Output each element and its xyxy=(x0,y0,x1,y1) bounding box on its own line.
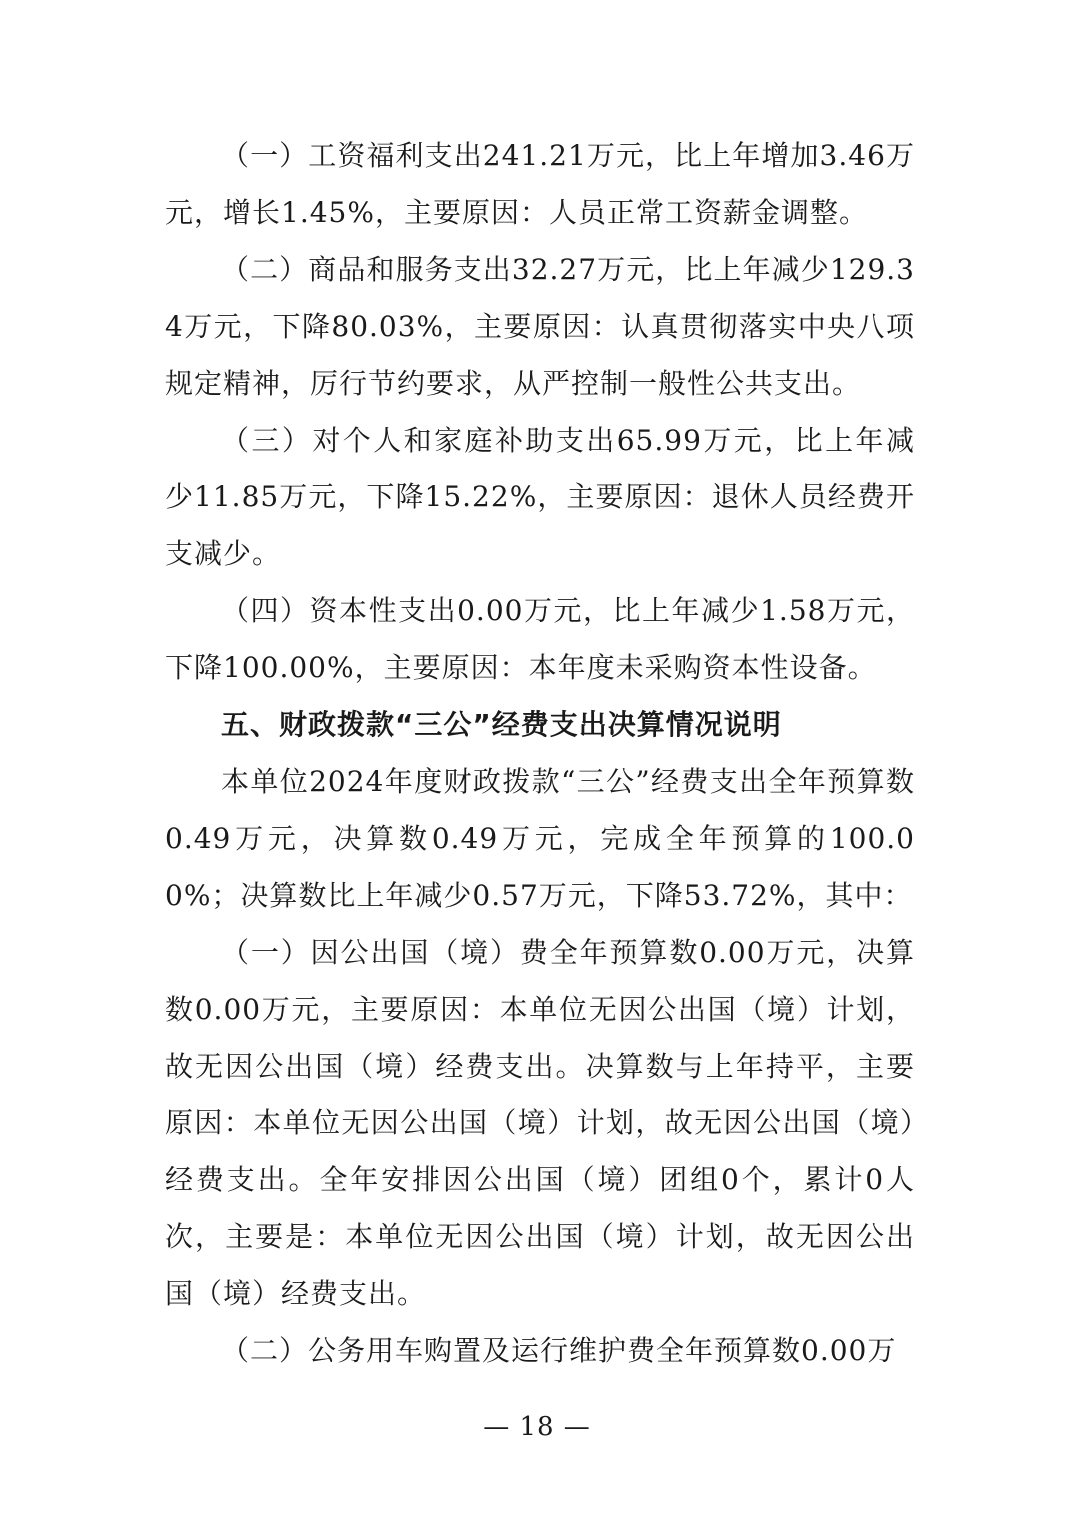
paragraph-three-public-summary: 本单位2024年度财政拨款“三公”经费支出全年预算数0.49万元，决算数0.49万元，完成全年预算的100.00%；决算数比上年减少0.57万元，下降53.72%，其中： xyxy=(165,764,915,912)
paragraph-capital-expenditure: （四）资本性支出0.00万元，比上年减少1.58万元，下降100.00%，主要原因：本年度未采购资本性设备。 xyxy=(165,594,915,685)
paragraph-wage-benefits: （一）工资福利支出241.21万元，比上年增加3.46万元，增长1.45%，主要原因：人员正常工资薪金调整。 xyxy=(165,139,915,229)
paragraph-official-vehicles: （二）公务用车购置及运行维护费全年预算数0.00万 xyxy=(221,1334,897,1368)
paragraph-overseas-travel: （一）因公出国（境）费全年预算数0.00万元，决算数0.00万元，主要原因：本单位无因公出国（境）计划，故无因公出国（境）经费支出。决算数与上年持平，主要原因：本单位无因公出国（境）计划，故无因公出国（境）经费支出。全年安排因公出国（境）团组0个，累计0人次，主要是：本单位无因公出国（境）计划，故无因公出国（境）经费支出。 xyxy=(165,935,915,1311)
page-body xyxy=(165,128,915,1380)
paragraph-household-subsidies: （三）对个人和家庭补助支出65.99万元，比上年减少11.85万元，下降15.22%，主要原因：退休人员经费开支减少。 xyxy=(165,423,915,571)
page-number: — 18 — xyxy=(483,1412,591,1442)
section-heading: 五、财政拨款“三公”经费支出决算情况说明 xyxy=(221,708,782,742)
paragraph-goods-services: （二）商品和服务支出32.27万元，比上年减少129.34万元，下降80.03%，主要原因：认真贯彻落实中央八项规定精神，厉行节约要求，从严控制一般性公共支出。 xyxy=(165,252,915,400)
